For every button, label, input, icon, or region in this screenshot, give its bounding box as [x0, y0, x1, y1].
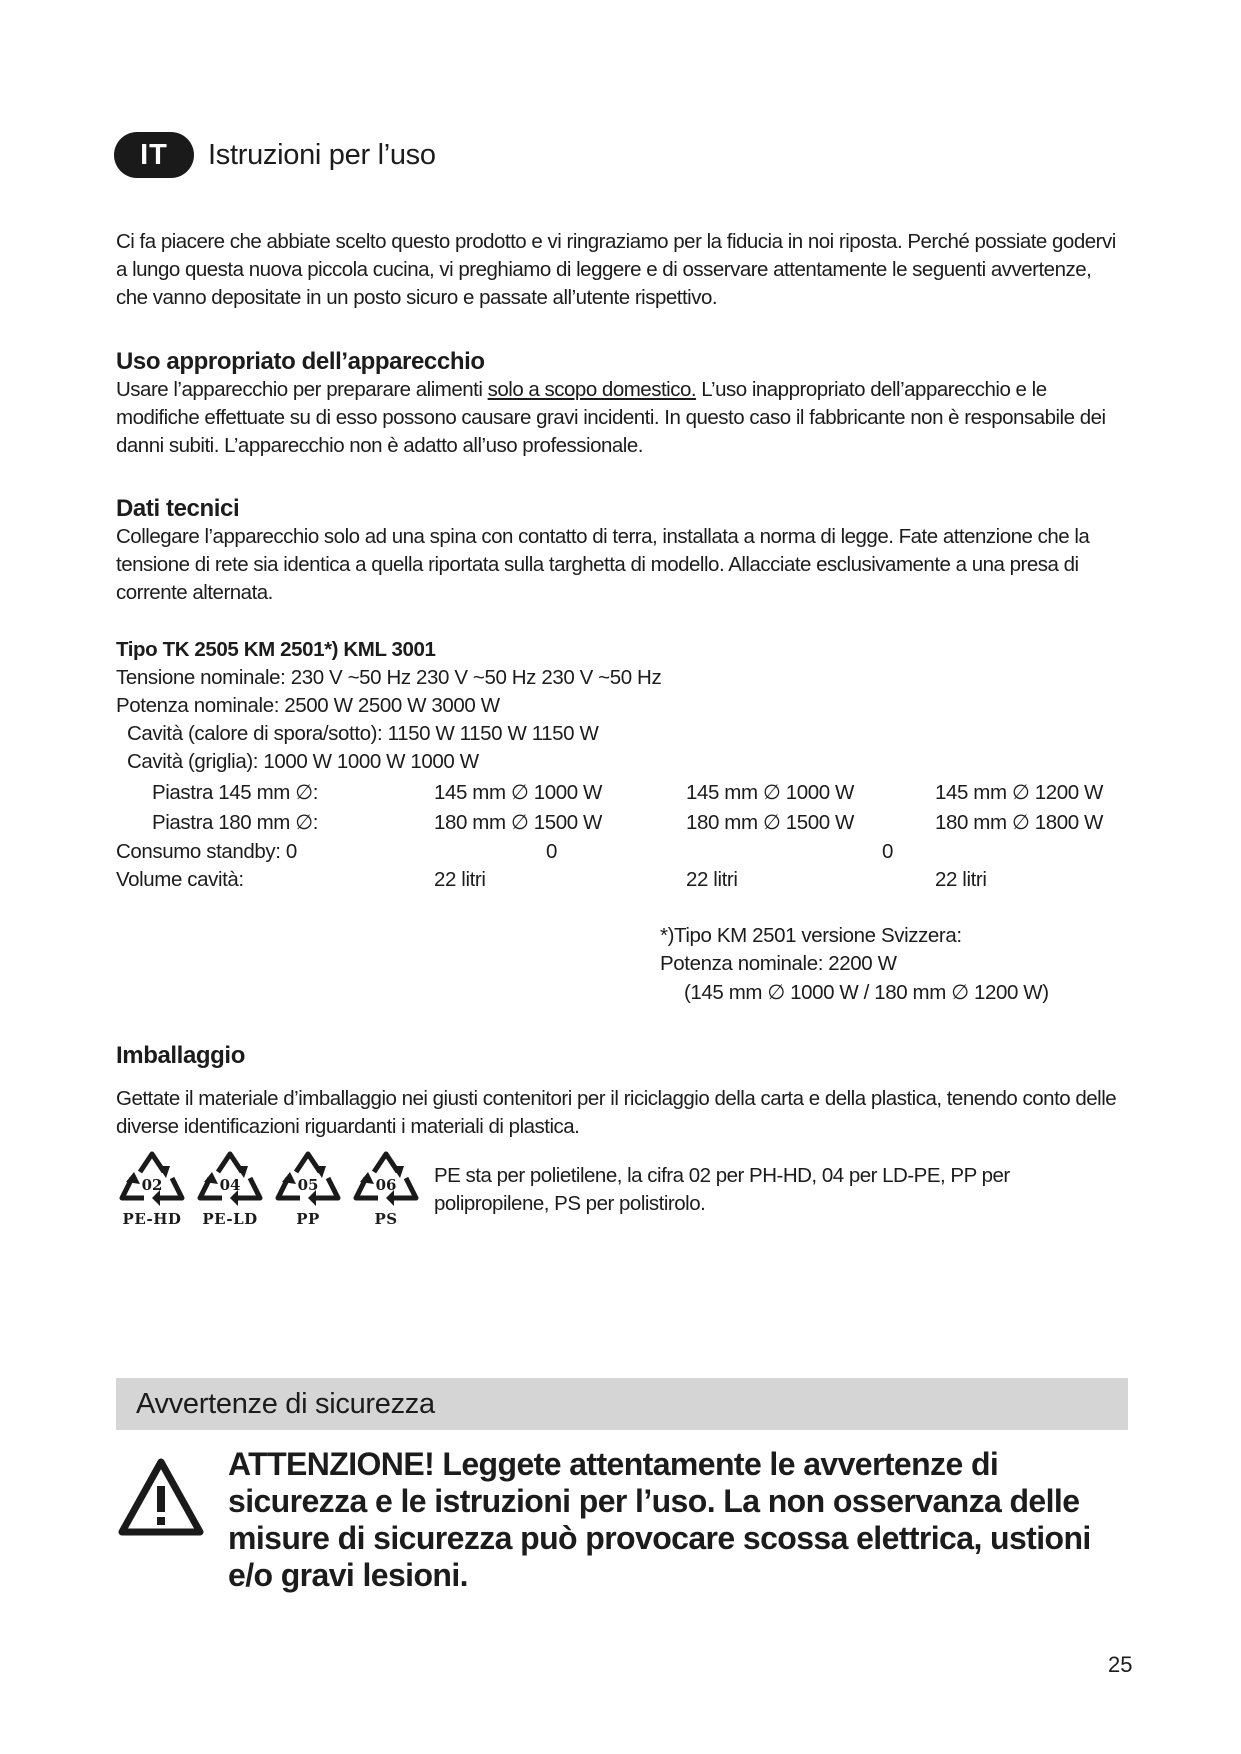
uso-text-before: Usare l’apparecchio per preparare alimenti [116, 378, 488, 401]
dati-paragraph: Collegare l’apparecchio solo ad una spina con contatto di terra, installata a norma di legge. Fate attenzione che la tensione di rete sia identica a quella riportata sulla targhetta di modello. Allacciate esclusivamente a una presa di corrente alternata. [116, 525, 1090, 604]
recycle-icon [272, 1148, 344, 1210]
safety-warning-text: ATTENZIONE! Leggete attentamente le avvertenze di sicurezza e le istruzioni per l’uso. La non osservanza delle misure di sicurezza può provocare scossa elettrica, ustioni e/o gravi lesioni. [228, 1446, 1091, 1593]
footnote-line2: Potenza nominale: 2200 W [660, 952, 897, 975]
recycle-label: PP [296, 1210, 320, 1228]
recycle-code: 04 [219, 1176, 241, 1194]
imballaggio-paragraph: Gettate il materiale d’imballaggio nei giusti contenitori per il riciclaggio della carta e della plastica, tenendo conto delle diverse identificazioni riguardanti i materiali di plastica. [116, 1087, 1117, 1138]
spec-piastra145-col3: 145 mm ∅ 1200 W [935, 781, 1103, 804]
footnote-line3: (145 mm ∅ 1000 W / 180 mm ∅ 1200 W) [684, 981, 1049, 1004]
safety-title: Avvertenze di sicurezza [136, 1388, 435, 1420]
spec-standby-col1: 0 [546, 840, 558, 863]
page-title: Istruzioni per l’uso [208, 138, 436, 171]
uso-paragraph [116, 376, 1126, 460]
spec-piastra180-label: Piastra 180 mm ∅: [152, 811, 318, 834]
spec-volume-col2: 22 litri [686, 868, 738, 891]
spec-volume-col3: 22 litri [935, 868, 987, 891]
spec-piastra145-label: Piastra 145 mm ∅: [152, 781, 318, 804]
section-heading-imballaggio: Imballaggio [116, 1042, 245, 1069]
safety-header-bar [116, 1378, 1128, 1430]
recycle-icon [116, 1148, 188, 1210]
footnote-line1: *)Tipo KM 2501 versione Svizzera: [660, 924, 962, 947]
spec-piastra145-col2: 145 mm ∅ 1000 W [686, 781, 854, 804]
recycle-label: PE-LD [202, 1210, 258, 1228]
recycle-code: 05 [297, 1176, 319, 1194]
recycle-code: 06 [375, 1176, 397, 1194]
recycle-symbol-pe-hd [116, 1148, 188, 1232]
spec-cavita-calore: Cavità (calore di spora/sotto): 1150 W 1150 W 1150 W [127, 722, 599, 745]
spec-volume-col1: 22 litri [434, 868, 486, 891]
uso-underlined-text: solo a scopo domestico. [487, 378, 697, 401]
recycle-icon [194, 1148, 266, 1210]
section-heading-uso: Uso appropriato dell’apparecchio [116, 348, 485, 375]
recycle-symbol-pe-ld [194, 1148, 266, 1232]
spec-cavita-griglia: Cavità (griglia): 1000 W 1000 W 1000 W [127, 750, 479, 773]
recycle-legend: PE sta per polietilene, la cifra 02 per PH-HD, 04 per LD-PE, PP per polipropilene, PS per polistirolo. [434, 1164, 1010, 1215]
spec-standby-col2: 0 [882, 840, 894, 863]
recycle-symbol-ps [350, 1148, 422, 1232]
uso-text-after: L’uso inappropriato dell’apparecchio e le modifiche effettuate su di esso possono causare gravi incidenti. In questo caso il fabbricante non è responsabile dei danni subiti. L’apparecchio non è adatto all’uso professionale. [116, 378, 1106, 457]
recycle-label: PE-HD [122, 1210, 182, 1228]
intro-paragraph: Ci fa piacere che abbiate scelto questo prodotto e vi ringraziamo per la fiducia in noi riposta. Perché possiate godervi a lungo questa nuova piccola cucina, vi preghiamo di leggere e di osservare attentamente le seguenti avvertenze, che vanno depositate in un posto sicuro e passate all’utente rispettivo. [116, 230, 1116, 309]
spec-standby-label: Consumo standby: 0 [116, 840, 297, 863]
spec-tipo: Tipo TK 2505 KM 2501*) KML 3001 [116, 638, 436, 661]
section-heading-dati: Dati tecnici [116, 495, 240, 522]
spec-piastra180-col3: 180 mm ∅ 1800 W [935, 811, 1103, 834]
recycle-label: PS [374, 1210, 398, 1228]
warning-icon [116, 1456, 206, 1543]
recycle-icon [350, 1148, 422, 1210]
recycle-symbol-pp [272, 1148, 344, 1232]
page-number: 25 [1108, 1652, 1133, 1677]
recycle-code: 02 [141, 1176, 163, 1194]
language-badge: IT [114, 132, 194, 178]
spec-piastra145-col1: 145 mm ∅ 1000 W [434, 781, 602, 804]
spec-potenza: Potenza nominale: 2500 W 2500 W 3000 W [116, 694, 500, 717]
spec-piastra180-col2: 180 mm ∅ 1500 W [686, 811, 854, 834]
page-header [114, 130, 436, 180]
spec-tensione: Tensione nominale: 230 V ~50 Hz 230 V ~50 Hz 230 V ~50 Hz [116, 666, 662, 689]
spec-piastra180-col1: 180 mm ∅ 1500 W [434, 811, 602, 834]
spec-volume-label: Volume cavità: [116, 868, 244, 891]
